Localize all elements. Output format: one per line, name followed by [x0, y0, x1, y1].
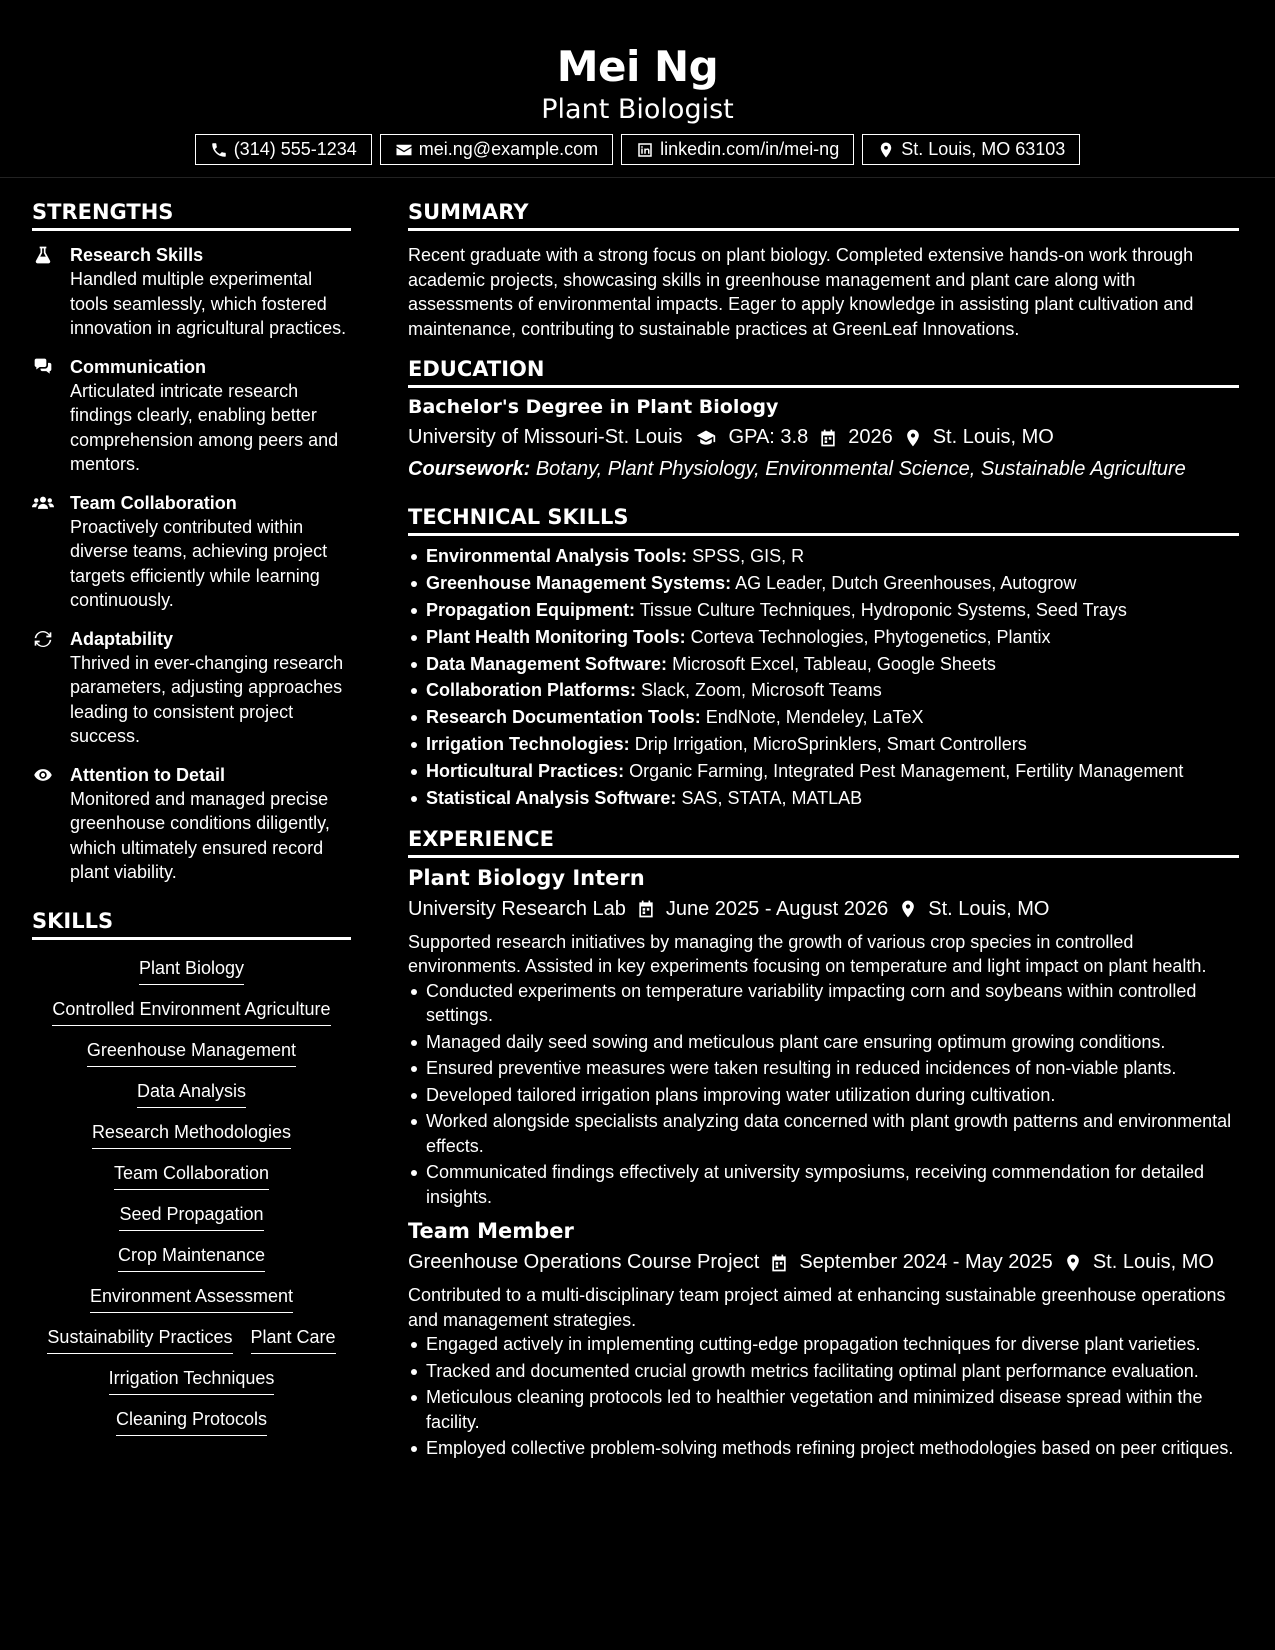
strength-item — [32, 355, 351, 477]
coursework — [408, 458, 1239, 481]
linkedin-text: linkedin.com/in/mei-ng — [660, 139, 840, 159]
list-item: Worked alongside specialists analyzing data concerned with plant growth patterns and environmental effects. — [408, 1109, 1239, 1158]
phone-contact[interactable] — [195, 134, 372, 165]
education-meta — [408, 426, 1239, 449]
strengths-heading: STRENGTHS — [32, 200, 351, 231]
job-description: Supported research initiatives by managing the growth of various crop species in controlled environments. Assisted in key experiments focusing on temperature and light impact on plant health. — [408, 931, 1207, 977]
summary-heading: SUMMARY — [408, 200, 1239, 231]
strength-desc: Thrived in ever-changing research parameters, adjusting approaches leading to consistent project success. — [70, 652, 344, 746]
phone-icon — [210, 141, 228, 159]
summary-text: Recent graduate with a strong focus on plant biology. Completed extensive hands-on work through academic projects, showcasing skills in greenhouse management and plant care along with assessments of environmental impacts. Eager to apply knowledge in assisting plant cultivation and maintenance, contributing to sustainable practices at GreenLeaf Innovations. — [408, 245, 1194, 339]
list-item: Conducted experiments on temperature variability impacting corn and soybeans within controlled settings. — [408, 979, 1239, 1028]
flask-icon — [32, 245, 54, 265]
job-meta — [408, 1251, 1239, 1274]
list-item: Propagation Equipment: Tissue Culture Techniques, Hydroponic Systems, Seed Trays — [408, 598, 1239, 623]
strength-item — [32, 243, 351, 341]
education-heading: EDUCATION — [408, 357, 1239, 388]
skill-tag: Plant Biology — [139, 956, 244, 985]
skill-tag: Sustainability Practices — [47, 1325, 232, 1354]
graduation-cap-icon — [693, 428, 719, 448]
location-text: St. Louis, MO 63103 — [901, 139, 1066, 159]
job-role: Plant Biology Intern — [408, 865, 645, 890]
school-name: University of Missouri-St. Louis — [408, 426, 683, 448]
strength-title: Team Collaboration — [70, 492, 237, 513]
strength-desc: Monitored and managed precise greenhouse conditions diligently, which ultimately ensured record plant viability. — [70, 788, 330, 882]
strength-title: Research Skills — [70, 245, 204, 265]
strength-title: Attention to Detail — [70, 764, 225, 785]
candidate-name: Mei Ng — [556, 42, 719, 91]
skill-tag: Environment Assessment — [90, 1284, 293, 1313]
map-marker-icon — [877, 141, 895, 159]
map-marker-icon — [903, 428, 923, 448]
strength-title: Communication — [70, 356, 207, 377]
strength-desc: Handled multiple experimental tools seamlessly, which fostered innovation in agricultural practices. — [70, 269, 347, 338]
list-item: Managed daily seed sowing and meticulous plant care ensuring optimum growing conditions. — [408, 1030, 1239, 1055]
list-item: Collaboration Platforms: Slack, Zoom, Microsoft Teams — [408, 678, 1239, 703]
left-column — [32, 200, 351, 1436]
list-item: Plant Health Monitoring Tools: Corteva Technologies, Phytogenetics, Plantix — [408, 625, 1239, 650]
envelope-icon — [395, 141, 413, 159]
experience-heading: EXPERIENCE — [408, 827, 1239, 858]
coursework-list: Botany, Plant Physiology, Environmental Science, Sustainable Agriculture — [535, 458, 1186, 480]
users-icon — [32, 493, 54, 513]
calendar-icon — [769, 1253, 789, 1273]
job-dates: June 2025 - August 2026 — [665, 897, 889, 920]
job-bullets — [408, 979, 1239, 1210]
skill-tag: Cleaning Protocols — [116, 1407, 267, 1436]
job-title: Plant Biologist — [541, 94, 734, 125]
email-text: mei.ng@example.com — [418, 139, 599, 159]
job-location: St. Louis, MO — [1092, 1251, 1214, 1274]
list-item: Data Management Software: Microsoft Excel, Tableau, Google Sheets — [408, 652, 1239, 677]
list-item: Ensured preventive measures were taken resulting in reduced incidences of non-viable plants. — [408, 1056, 1239, 1081]
skill-tag: Research Methodologies — [92, 1120, 291, 1149]
job-org: Greenhouse Operations Course Project — [408, 1251, 760, 1274]
right-column — [408, 200, 1239, 1463]
job-dates: September 2024 - May 2025 — [799, 1251, 1053, 1274]
list-item: Environmental Analysis Tools: SPSS, GIS, R — [408, 544, 1239, 569]
strength-title: Adaptability — [70, 628, 174, 649]
list-item: Horticultural Practices: Organic Farming, Integrated Pest Management, Fertility Management — [408, 759, 1239, 784]
education-location: St. Louis, MO — [932, 426, 1054, 448]
resume-header — [0, 0, 1275, 178]
list-item: Statistical Analysis Software: SAS, STATA, MATLAB — [408, 786, 1239, 811]
job-entry — [408, 866, 1239, 1210]
coursework-label: Coursework: — [408, 458, 531, 480]
job-role: Team Member — [408, 1219, 574, 1244]
sync-icon — [32, 629, 54, 649]
job-location: St. Louis, MO — [928, 897, 1050, 920]
list-item: Research Documentation Tools: EndNote, Mendeley, LaTeX — [408, 705, 1239, 730]
job-entry — [408, 1219, 1239, 1461]
location-contact — [862, 134, 1080, 165]
calendar-icon — [818, 428, 838, 448]
contact-bar — [0, 134, 1275, 165]
list-item: Tracked and documented crucial growth metrics facilitating optimal plant performance evaluation. — [408, 1359, 1239, 1384]
list-item: Irrigation Technologies: Drip Irrigation, MicroSprinklers, Smart Controllers — [408, 732, 1239, 757]
job-org: University Research Lab — [408, 897, 626, 920]
job-bullets — [408, 1332, 1239, 1461]
comments-icon — [32, 357, 54, 377]
job-description: Contributed to a multi-disciplinary team project aimed at enhancing sustainable greenhouse operations and management strategies. — [408, 1285, 1226, 1330]
linkedin-icon — [636, 141, 654, 159]
skill-tag: Data Analysis — [137, 1079, 246, 1108]
skill-tag: Crop Maintenance — [118, 1243, 265, 1272]
graduation-year: 2026 — [848, 426, 893, 448]
skill-tag: Seed Propagation — [119, 1202, 263, 1231]
degree-title: Bachelor's Degree in Plant Biology — [408, 396, 779, 418]
linkedin-contact[interactable] — [621, 134, 854, 165]
technical-skills-list — [408, 544, 1239, 811]
skill-tag: Team Collaboration — [114, 1161, 269, 1190]
list-item: Greenhouse Management Systems: AG Leader, Dutch Greenhouses, Autogrow — [408, 571, 1239, 596]
strength-desc: Proactively contributed within diverse teams, achieving project targets efficiently while learning continuously. — [70, 516, 328, 610]
list-item: Developed tailored irrigation plans improving water utilization during cultivation. — [408, 1083, 1239, 1108]
technical-skills-heading: TECHNICAL SKILLS — [408, 505, 1239, 536]
skills-list — [32, 954, 351, 1436]
strength-item — [32, 491, 351, 613]
eye-icon — [32, 765, 54, 785]
skill-tag: Irrigation Techniques — [109, 1366, 275, 1395]
map-marker-icon — [898, 899, 918, 919]
map-marker-icon — [1063, 1253, 1083, 1273]
gpa-text: GPA: 3.8 — [728, 426, 809, 448]
skill-tag: Controlled Environment Agriculture — [52, 997, 330, 1026]
strength-desc: Articulated intricate research findings clearly, enabling better comprehension among peers and mentors. — [70, 380, 339, 474]
phone-text: (314) 555-1234 — [233, 139, 357, 159]
job-meta — [408, 898, 1239, 921]
calendar-icon — [636, 899, 656, 919]
list-item: Engaged actively in implementing cutting-edge propagation techniques for diverse plant varieties. — [408, 1332, 1239, 1357]
list-item: Meticulous cleaning protocols led to healthier vegetation and minimized disease spread within the facility. — [408, 1385, 1239, 1434]
strength-item — [32, 763, 351, 885]
email-contact[interactable] — [380, 134, 613, 165]
strength-item — [32, 627, 351, 749]
list-item: Employed collective problem-solving methods refining project methodologies based on peer critiques. — [408, 1436, 1239, 1461]
skills-heading: SKILLS — [32, 909, 351, 940]
skill-tag: Plant Care — [251, 1325, 336, 1354]
list-item: Communicated findings effectively at university symposiums, receiving commendation for detailed insights. — [408, 1160, 1239, 1209]
skill-tag: Greenhouse Management — [87, 1038, 296, 1067]
